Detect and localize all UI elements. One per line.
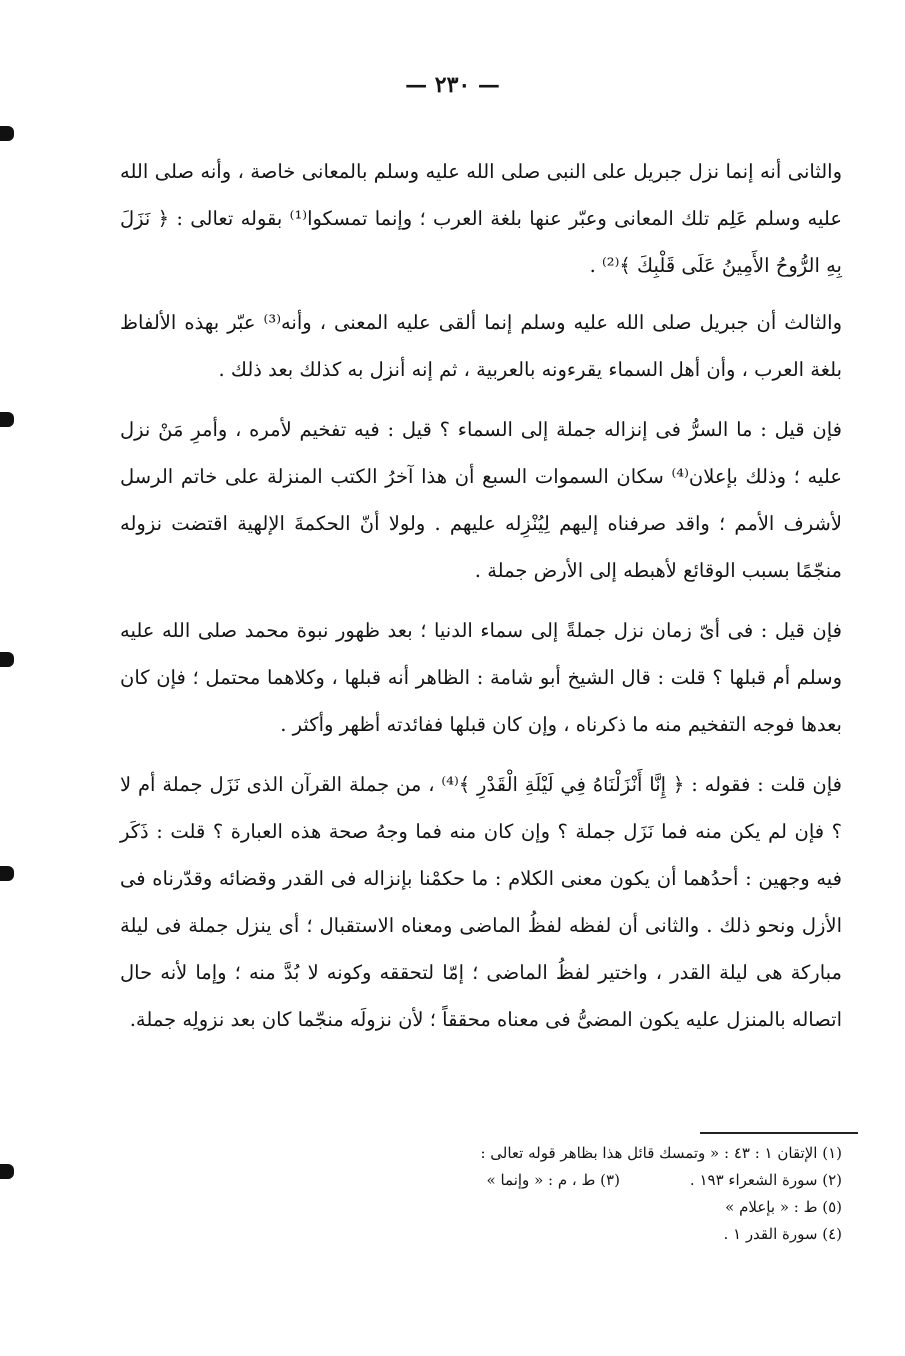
footnote: (٥) ط : « بإعلام » xyxy=(725,1198,842,1216)
page-number: — ٢٣٠ — xyxy=(405,72,500,98)
scan-edge-mark xyxy=(0,652,14,667)
footnote-line xyxy=(300,1221,842,1248)
footnote-line xyxy=(300,1140,842,1167)
footnote: (٣) ط ، م : « وإنما » xyxy=(486,1171,620,1189)
paragraph: فإن قلت : فقوله : ﴿ إِنَّا أَنْزَلْنَاهُ فِي لَيْلَةِ الْقَدْرِ ﴾⁽⁴⁾ ، من جملة القرآن الذى نَزَل جملة أم لا ؟ فإن لم يكن منه فما نَزَل جملة ؟ وإن كان منه فما وجهُ صحة هذه العبارة ؟ قلت : ذَكَر فيه وجهين : أحدُهما أن يكون معنى الكلام : ما حكمْنا بإنزاله فى القدر وقضائه وقدّرناه فى الأزل ونحو ذلك . والثانى أن لفظه لفظُ الماضى ومعناه الاستقبال ؛ أى ينزل جملة فى ليلة مباركة هى ليلة القدر ، واختير لفظُ الماضى ؛ إمّا لتحققه وكونه لا بُدَّ منه ؛ وإما لأنه حال اتصاله بالمنزل عليه يكون المضىُّ فى معناه محققاً ؛ لأن نزولَه منجّما كان بعد نزولِه جملة. xyxy=(120,773,842,1031)
paragraph: والثانى أنه إنما نزل جبريل على النبى صلى الله عليه وسلم بالمعانى خاصة ، وأنه صلى الله عليه وسلم عَلِم تلك المعانى وعبّر عنها بلغة العرب ؛ وإنما تمسكوا⁽¹⁾ بقوله تعالى : ﴿ نَزَلَ بِهِ الرُّوحُ الأَمِينُ عَلَى قَلْبِكَ ﴾⁽²⁾ . xyxy=(120,160,842,277)
scan-edge-mark xyxy=(0,866,14,881)
paragraph: فإن قيل : فى أىّ زمان نزل جملةً إلى سماء الدنيا ؛ بعد ظهور نبوة محمد صلى الله عليه وسلم أم قبلها ؟ قلت : قال الشيخ أبو شامة : الظاهر أنه قبلها ، وكلاهما محتمل ؛ فإن كان بعدها فوجه التفخيم منه ما ذكرناه ، وإن كان قبلها ففائدته أظهر وأكثر . xyxy=(120,619,842,736)
scan-edge-mark xyxy=(0,126,14,141)
footnotes xyxy=(300,1140,842,1248)
footnote-line xyxy=(300,1194,842,1221)
footnote: (٢) سورة الشعراء ١٩٣ . xyxy=(689,1171,842,1189)
footnote: (٤) سورة القدر ١ . xyxy=(723,1225,842,1243)
footnote-divider xyxy=(700,1132,858,1134)
paragraph: فإن قيل : ما السرُّ فى إنزاله جملة إلى السماء ؟ قيل : فيه تفخيم لأمره ، وأمرِ مَنْ نزل عليه ؛ وذلك بإعلان⁽⁴⁾ سكان السموات السبع أن هذا آخرُ الكتب المنزلة على خاتم الرسل لأشرف الأمم ؛ واقد صرفناه إليهم لِيُنْزِله عليهم . ولولا أنّ الحكمةَ الإلهية اقتضت نزوله منجّمًا بسبب الوقائع لأهبطه إلى الأرض جملة . xyxy=(120,418,842,582)
footnote-line xyxy=(300,1167,842,1194)
body-text xyxy=(120,148,842,1056)
scan-edge-mark xyxy=(0,1164,14,1179)
scan-edge-mark xyxy=(0,412,14,427)
paragraph: والثالث أن جبريل صلى الله عليه وسلم إنما ألقى عليه المعنى ، وأنه⁽³⁾ عبّر بهذه الألفاظ بلغة العرب ، وأن أهل السماء يقرءونه بالعربية ، ثم إنه أنزل به كذلك بعد ذلك . xyxy=(120,311,842,381)
footnote: (١) الإتقان ١ : ٤٣ : « وتمسك قائل هذا بظاهر قوله تعالى : xyxy=(480,1144,842,1162)
